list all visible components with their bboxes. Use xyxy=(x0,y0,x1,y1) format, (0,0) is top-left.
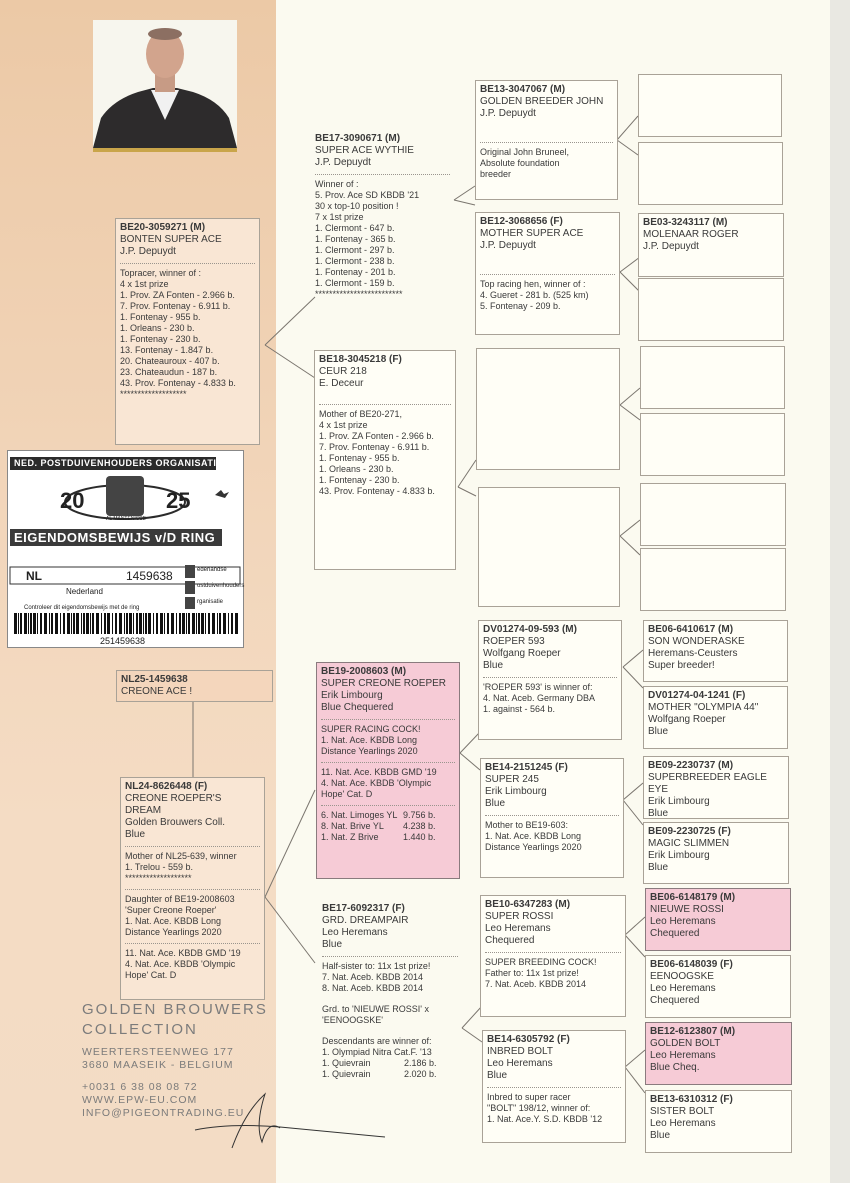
achievement-line: 30 x top-10 position ! xyxy=(315,201,399,211)
card-nederland: Nederland xyxy=(66,587,103,596)
pigeon-ring: BE17-6092317 (F) xyxy=(322,903,405,914)
achievement-line: 4. Gueret - 281 b. (525 km) xyxy=(480,290,589,300)
achievement-line: 11. Nat. Ace. KBDB GMD '19 xyxy=(125,948,241,958)
pigeon-name: CEUR 218 xyxy=(319,366,367,377)
achievement-line: 1. Nat. Ace. KBDB Long xyxy=(125,916,222,926)
pigeon-name: NIEUWE ROSSI xyxy=(650,904,724,915)
achievement-line: Inbred to super racer xyxy=(487,1092,571,1102)
phone: +0031 6 38 08 08 72 xyxy=(82,1081,198,1093)
achievement-line: 43. Prov. Fontenay - 4.833 b. xyxy=(120,378,236,388)
subject-ring: NL25-1459638 xyxy=(121,674,188,685)
achievement-line: Distance Yearlings 2020 xyxy=(321,746,418,756)
g3-box-1 xyxy=(475,80,618,200)
achievement-line: breeder xyxy=(480,169,512,179)
pigeon-color: Blue xyxy=(648,808,669,819)
card-title: EIGENDOMSBEWIJS v/D RING xyxy=(14,530,216,545)
pigeon-breeder: Leo Heremans xyxy=(322,927,388,938)
pigeon-ring: BE13-3047067 (M) xyxy=(480,84,566,95)
pigeon-ring: BE09-2230737 (M) xyxy=(648,760,734,771)
achievement-line: 4 x 1st prize xyxy=(319,420,368,430)
achievement-line: 5. Fontenay - 209 b. xyxy=(480,301,561,311)
achievement-line: Hope' Cat. D xyxy=(125,970,177,980)
pigeon-breeder: Leo Heremans xyxy=(650,983,716,994)
achievement-line: 20. Chateauroux - 407 b. xyxy=(120,356,220,366)
result-race: 1. Quievrain xyxy=(322,1058,371,1068)
subject-name: CREONE ACE ! xyxy=(121,686,193,697)
pigeon-name: SISTER BOLT xyxy=(650,1106,715,1117)
achievement-line: 1. Fontenay - 955 b. xyxy=(120,312,201,322)
card-number: 1459638 xyxy=(126,569,173,583)
achievement-line: 1. Prov. ZA Fonten - 2.966 b. xyxy=(319,431,434,441)
address-line2: 3680 MAASEIK - BELGIUM xyxy=(82,1059,234,1071)
achievement-line: 'EENOOGSKE' xyxy=(322,1015,383,1025)
achievement-line: Top racing hen, winner of : xyxy=(480,279,586,289)
achievement-line: 'Super Creone Roeper' xyxy=(125,905,217,915)
pigeon-breeder: E. Deceur xyxy=(319,378,364,389)
achievement-line: "BOLT" 198/12, winner of: xyxy=(487,1103,591,1113)
pigeon-breeder: Leo Heremans xyxy=(485,923,551,934)
achievement-line: 5. Prov. Ace SD KBDB '21 xyxy=(315,190,420,200)
pigeon-ring: NL24-8626448 (F) xyxy=(125,781,208,792)
achievement-line: 1. Fontenay - 230 b. xyxy=(120,334,201,344)
achievement-line: Father to: 11x 1st prize! xyxy=(485,968,579,978)
achievement-line: 1. Prov. ZA Fonten - 2.966 b. xyxy=(120,290,235,300)
grand-dam-2-box xyxy=(318,900,462,1112)
achievement-line: 4. Nat. Aceb. Germany DBA xyxy=(483,693,596,703)
pigeon-name: GRD. DREAMPAIR xyxy=(322,915,409,926)
pigeon-color: Blue xyxy=(483,660,504,671)
g3-box-4 xyxy=(478,487,620,607)
pigeon-breeder: Golden Brouwers Coll. xyxy=(125,817,226,828)
card-org: NED. POSTDUIVENHOUDERS ORGANISATIE xyxy=(14,458,223,468)
pigeon-name: MOTHER "OLYMPIA 44" xyxy=(648,702,759,713)
pigeon-color: Blue Cheq. xyxy=(650,1062,700,1073)
achievement-line: 4. Nat. Ace. KBDB 'Olympic xyxy=(321,778,432,788)
g4-box-14 xyxy=(645,955,791,1018)
pigeon-name: SUPER 245 xyxy=(485,774,539,785)
pigeon-color: Blue Chequered xyxy=(321,702,394,713)
achievement-line: 1. Olympiad Nitra Cat.F. '13 xyxy=(322,1047,432,1057)
pigeon-breeder: Wolfgang Roeper xyxy=(483,648,561,659)
g4-box-4 xyxy=(638,278,784,341)
pigeon-color: Blue xyxy=(648,726,669,737)
pigeon-ring: BE18-3045218 (F) xyxy=(319,354,402,365)
pigeon-ring: BE12-3068656 (F) xyxy=(480,216,563,227)
achievement-line: 7. Nat. Aceb. KBDB 2014 xyxy=(485,979,587,989)
g4-box-3 xyxy=(638,213,784,277)
g4-box-2 xyxy=(638,142,783,205)
pigeon-name: SUPER CREONE ROEPER xyxy=(321,678,447,689)
achievement-line: ******************* xyxy=(120,389,187,399)
pigeon-color: Blue xyxy=(485,798,506,809)
result-race: 1. Quievrain xyxy=(322,1069,371,1079)
g4-box-13 xyxy=(645,888,791,951)
card-country: NL xyxy=(26,569,42,583)
result-race: 8. Nat. Brive YL xyxy=(321,821,384,831)
pigeon-name: SUPERBREEDER EAGLE EYE xyxy=(648,772,767,795)
pigeon-name: SUPER ROSSI xyxy=(485,911,554,922)
result-row xyxy=(321,810,455,821)
g4-box-6 xyxy=(640,413,785,476)
g4-box-7 xyxy=(640,483,786,546)
achievement-line: 11. Nat. Ace. KBDB GMD '19 xyxy=(321,767,437,777)
result-row xyxy=(321,821,455,832)
g4-box-8 xyxy=(640,548,786,611)
achievement-line: 13. Fontenay - 1.847 b. xyxy=(120,345,214,355)
achievement-line: 1. Nat. Ace. KBDB Long xyxy=(321,735,418,745)
pigeon-ring: BE13-6310312 (F) xyxy=(650,1094,733,1105)
brand-line1: GOLDEN BROUWERS xyxy=(82,1001,268,1018)
subject-box xyxy=(116,670,273,702)
grand-sire-1-box xyxy=(311,130,454,345)
pigeon-name: CREONE ROEPER'S DREAM xyxy=(125,793,222,816)
dam-box xyxy=(120,777,265,1000)
email-link[interactable]: INFO@PIGEONTRADING.EU xyxy=(82,1107,245,1119)
g4-box-16 xyxy=(645,1090,792,1153)
pigeon-ring: BE19-2008603 (M) xyxy=(321,666,407,677)
pigeon-ring: BE06-6148179 (M) xyxy=(650,892,736,903)
g3-box-5 xyxy=(478,620,622,740)
pigeon-breeder: Leo Heremans xyxy=(650,916,716,927)
achievement-line: 7 x 1st prize xyxy=(315,212,364,222)
achievement-line: 4 x 1st prize xyxy=(120,279,169,289)
achievement-line: Distance Yearlings 2020 xyxy=(485,842,582,852)
g4-box-9 xyxy=(643,620,788,682)
g3-box-7 xyxy=(480,895,626,1017)
achievement-line: 1. Clermont - 297 b. xyxy=(315,245,395,255)
achievement-line: 1. Nat. Ace. KBDB Long xyxy=(485,831,582,841)
brand-line2: COLLECTION xyxy=(82,1021,198,1038)
pigeon-ring: BE10-6347283 (M) xyxy=(485,899,571,910)
g4-box-15 xyxy=(645,1022,792,1085)
pigeon-breeder: Leo Heremans xyxy=(650,1050,716,1061)
g3-box-3 xyxy=(476,348,620,470)
pigeon-name: INBRED BOLT xyxy=(487,1046,553,1057)
pigeon-breeder: Leo Heremans xyxy=(650,1118,716,1129)
pigeon-color: Blue xyxy=(648,862,669,873)
g4-box-11 xyxy=(643,756,789,819)
achievement-line: 1. Fontenay - 230 b. xyxy=(319,475,400,485)
achievement-line: 8. Nat. Aceb. KBDB 2014 xyxy=(322,983,424,993)
pigeon-ring: BE14-2151245 (F) xyxy=(485,762,568,773)
achievement-line: 1. Trelou - 559 b. xyxy=(125,862,194,872)
achievement-line: Hope' Cat. D xyxy=(321,789,373,799)
pigeon-breeder: Erik Limbourg xyxy=(648,796,710,807)
address-line1: WEERTERSTEENWEG 177 xyxy=(82,1046,234,1058)
card-year-left: 20 xyxy=(60,488,85,513)
achievement-line: SUPER BREEDING COCK! xyxy=(485,957,597,967)
pigeon-color: Blue xyxy=(487,1070,508,1081)
pigeon-name: MOLENAAR ROGER xyxy=(643,229,739,240)
pigeon-breeder: Heremans-Ceusters xyxy=(648,648,738,659)
result-birds: 2.186 b. xyxy=(404,1058,437,1068)
pigeon-name: SON WONDERASKE xyxy=(648,636,745,647)
achievement-line: Mother of BE20-271, xyxy=(319,409,403,419)
achievement-line: Absolute foundation xyxy=(480,158,560,168)
pigeon-breeder: J.P. Depuydt xyxy=(480,108,536,119)
card-barcode-number: 251459638 xyxy=(100,636,146,646)
pigeon-ring: BE03-3243117 (M) xyxy=(643,217,728,228)
achievement-line: Topracer, winner of : xyxy=(120,268,202,278)
sire-box xyxy=(115,218,260,445)
pigeon-ring: BE06-6148039 (F) xyxy=(650,959,733,970)
card-note: Controleer dit eigendomsbewijs met de ring xyxy=(24,605,140,611)
result-race: 6. Nat. Limoges YL xyxy=(321,810,398,820)
pigeon-breeder: J.P. Depuydt xyxy=(643,241,699,252)
card-p-word: ostduivenhouders xyxy=(197,583,245,589)
achievement-line: 1. Fontenay - 201 b. xyxy=(315,267,396,277)
achievement-line: 7. Nat. Aceb. KBDB 2014 xyxy=(322,972,424,982)
pigeon-ring: BE17-3090671 (M) xyxy=(315,133,401,144)
pigeon-name: EENOOGSKE xyxy=(650,971,714,982)
pigeon-color: Blue xyxy=(125,829,146,840)
achievement-line: 1. Clermont - 647 b. xyxy=(315,223,395,233)
pigeon-color: Chequered xyxy=(650,995,700,1006)
result-birds: 9.756 b. xyxy=(403,810,436,820)
g3-box-2 xyxy=(475,212,620,335)
achievement-line: 1. Clermont - 159 b. xyxy=(315,278,395,288)
pigeon-name: BONTEN SUPER ACE xyxy=(120,234,222,245)
g4-box-12 xyxy=(643,822,789,884)
card-year-right: 25 xyxy=(166,488,191,513)
achievement-line: Distance Yearlings 2020 xyxy=(125,927,222,937)
achievement-line: 43. Prov. Fontenay - 4.833 b. xyxy=(319,486,435,496)
achievement-line: ******************* xyxy=(125,873,192,883)
g4-box-5 xyxy=(640,346,785,409)
achievement-line: 1. Fontenay - 955 b. xyxy=(319,453,400,463)
pigeon-name: GOLDEN BOLT xyxy=(650,1038,721,1049)
achievement-line: Mother of NL25-639, winner xyxy=(125,851,237,861)
grand-sire-2-box xyxy=(316,662,460,879)
pigeon-breeder: J.P. Depuydt xyxy=(480,240,536,251)
pigeon-name: MAGIC SLIMMEN xyxy=(648,838,730,849)
pigeon-breeder: J.P. Depuydt xyxy=(120,246,176,257)
pigeon-color: Super breeder! xyxy=(648,660,715,671)
card-small-label: AL MANTENISSE xyxy=(106,516,146,522)
pigeon-color: Blue xyxy=(322,939,343,950)
achievement-line: 1. Clermont - 238 b. xyxy=(315,256,395,266)
pigeon-ring: DV01274-04-1241 (F) xyxy=(648,690,746,701)
achievement-line: Descendants are winner of: xyxy=(322,1036,432,1046)
result-birds: 1.440 b. xyxy=(403,832,436,842)
achievement-line: Winner of : xyxy=(315,179,359,189)
pigeon-breeder: Erik Limbourg xyxy=(648,850,710,861)
achievement-line: Grd. to 'NIEUWE ROSSI' x xyxy=(322,1004,429,1014)
pigeon-breeder: Wolfgang Roeper xyxy=(648,714,726,725)
achievement-line: Original John Bruneel, xyxy=(480,147,570,157)
achievement-line: 1. Fontenay - 365 b. xyxy=(315,234,396,244)
pigeon-breeder: Erik Limbourg xyxy=(485,786,547,797)
achievement-line: 1. Nat. Ace.Y. S.D. KBDB '12 xyxy=(487,1114,603,1124)
pigeon-breeder: Erik Limbourg xyxy=(321,690,383,701)
achievement-line: 1. Orleans - 230 b. xyxy=(319,464,394,474)
result-row xyxy=(322,1069,458,1080)
website-link[interactable]: WWW.EPW-EU.COM xyxy=(82,1094,198,1106)
result-birds: 4.238 b. xyxy=(403,821,436,831)
achievement-line: ************************* xyxy=(315,289,403,299)
g3-box-6 xyxy=(480,758,624,878)
pigeon-ring: DV01274-09-593 (M) xyxy=(483,624,577,635)
result-birds: 2.020 b. xyxy=(404,1069,437,1079)
pigeon-breeder: Leo Heremans xyxy=(487,1058,553,1069)
result-row xyxy=(321,832,455,843)
result-race: 1. Nat. Z Brive xyxy=(321,832,379,842)
pigeon-ring: BE20-3059271 (M) xyxy=(120,222,206,233)
pigeon-ring: BE14-6305792 (F) xyxy=(487,1034,570,1045)
achievement-line: 23. Chateaudun - 187 b. xyxy=(120,367,218,377)
pigeon-breeder: J.P. Depuydt xyxy=(315,157,371,168)
card-n-word: ederlandse xyxy=(197,567,227,573)
achievement-line: Daughter of BE19-2008603 xyxy=(125,894,235,904)
achievement-line: 1. against - 564 b. xyxy=(483,704,556,714)
pigeon-name: MOTHER SUPER ACE xyxy=(480,228,584,239)
grand-dam-1-box xyxy=(314,350,456,570)
achievement-line: 1. Orleans - 230 b. xyxy=(120,323,195,333)
achievement-line: Half-sister to: 11x 1st prize! xyxy=(322,961,431,971)
achievement-line: 7. Prov. Fontenay - 6.911 b. xyxy=(319,442,430,452)
achievement-line: 7. Prov. Fontenay - 6.911 b. xyxy=(120,301,231,311)
achievement-line: 4. Nat. Ace. KBDB 'Olympic xyxy=(125,959,236,969)
pigeon-ring: BE06-6410617 (M) xyxy=(648,624,734,635)
g3-box-8 xyxy=(482,1030,626,1143)
g4-box-1 xyxy=(638,74,782,137)
g4-box-10 xyxy=(643,686,788,749)
pigeon-color: Chequered xyxy=(485,935,535,946)
achievement-line: Mother to BE19-603: xyxy=(485,820,569,830)
achievement-line: SUPER RACING COCK! xyxy=(321,724,421,734)
pigeon-name: SUPER ACE WYTHIE xyxy=(315,145,414,156)
pigeon-color: Blue xyxy=(650,1130,671,1141)
card-o-word: rganisatie xyxy=(197,599,224,605)
pigeon-color: Chequered xyxy=(650,928,700,939)
pigeon-name: ROEPER 593 xyxy=(483,636,545,647)
pigeon-ring: BE12-6123807 (M) xyxy=(650,1026,736,1037)
achievement-line: 'ROEPER 593' is winner of: xyxy=(483,682,593,692)
pigeon-name: GOLDEN BREEDER JOHN xyxy=(480,96,604,107)
result-row xyxy=(322,1058,458,1069)
pigeon-ring: BE09-2230725 (F) xyxy=(648,826,731,837)
